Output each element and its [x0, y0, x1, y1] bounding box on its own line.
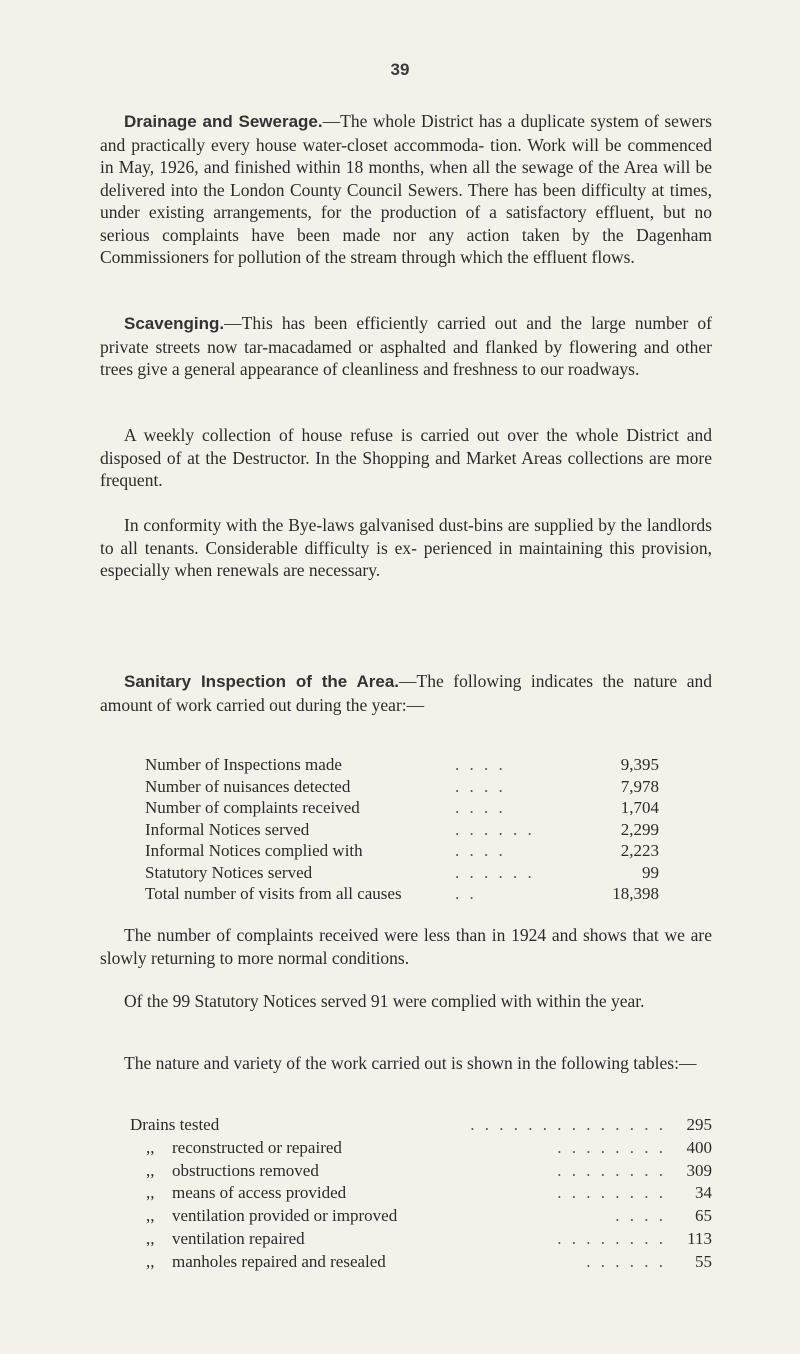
row-label: Statutory Notices served [145, 862, 313, 882]
sanitary-text: —The following indicates the nature and amount of work carried out during the year:— [100, 671, 712, 715]
dustbins-paragraph: In conformity with the Bye-laws galvanised dust-bins are supplied by the landlords to all tenants. Considerable difficulty is ex- perienced in maintaining this provision, especially when renewals are necessary. [100, 515, 712, 580]
row-label [130, 1251, 386, 1274]
row-label-text: reconstructed or repaired [172, 1137, 342, 1157]
leader-dots: . . . . [455, 798, 506, 817]
row-label-text: means of access provided [172, 1183, 347, 1203]
leader-dots: . . . . . . [455, 819, 535, 839]
row-value: 18,398 [612, 884, 659, 903]
table-row [145, 776, 659, 798]
refuse-paragraph: A weekly collection of house refuse is carried out over the whole District and disposed of at the Destructor. In the Shopping and Market Areas collections are more frequent. [100, 425, 712, 490]
sanitary-heading: Sanitary Inspection of the Area. [124, 672, 400, 691]
nature-paragraph: The nature and variety of the work carried out is shown in the following tables:— [124, 1053, 697, 1073]
row-label-text: manholes repaired and resealed [172, 1251, 386, 1271]
leader-dots: . . . . . . . . [557, 1228, 666, 1248]
row-value: 309 [686, 1160, 712, 1180]
table-row [145, 797, 659, 819]
table-row [130, 1228, 712, 1251]
row-value: 2,299 [620, 819, 659, 839]
leader-dots: . . . . [615, 1206, 666, 1226]
leader-dots: . . [455, 884, 477, 903]
drainage-paragraph [100, 110, 712, 269]
ditto-mark: ,, [146, 1137, 155, 1157]
ditto-mark: ,, [146, 1228, 155, 1248]
row-label: Number of complaints received [145, 798, 360, 817]
row-label: Number of nuisances detected [145, 776, 351, 796]
row-value: 400 [686, 1137, 712, 1157]
leader-dots: . . . . [455, 755, 506, 774]
row-label-text: ventilation provided or improved [172, 1206, 398, 1226]
scavenging-paragraph [100, 312, 712, 381]
leader-dots: . . . . . . . . . . . . . . [470, 1115, 666, 1134]
row-value: 99 [642, 862, 659, 882]
inspection-table [145, 754, 659, 905]
row-value: 113 [687, 1228, 712, 1248]
row-label [130, 1182, 346, 1205]
table-row [130, 1114, 712, 1137]
row-value: 55 [695, 1251, 712, 1271]
row-value: 1,704 [620, 798, 659, 817]
leader-dots: . . . . . . . . [557, 1160, 666, 1180]
table-row [145, 883, 659, 905]
sanitary-paragraph [100, 670, 712, 716]
row-value: 9,395 [620, 755, 659, 774]
scavenging-text: —This has been efficiently carried out and the large number of private streets now tar-macadamed or asphalted and flanked by flowering and other trees give a general appearance of cleanliness and freshness to our roadways. [100, 313, 712, 379]
row-label: Number of Inspections made [145, 755, 342, 774]
row-label-text: ventilation repaired [172, 1228, 305, 1248]
leader-dots: . . . . [455, 776, 506, 796]
scavenging-heading: Scavenging. [124, 314, 225, 333]
complaints-paragraph: The number of complaints received were less than in 1924 and shows that we are slowly returning to more normal conditions. [100, 925, 712, 968]
table-row [130, 1205, 712, 1228]
row-value: 65 [695, 1206, 712, 1226]
table-row [130, 1160, 712, 1183]
row-value: 295 [686, 1115, 712, 1134]
leader-dots: . . . . . . [586, 1251, 666, 1271]
row-value: 2,223 [620, 841, 659, 860]
table-row [145, 862, 659, 884]
row-label [130, 1205, 397, 1228]
row-label [130, 1160, 319, 1183]
ditto-mark: ,, [146, 1251, 155, 1271]
table-row [145, 819, 659, 841]
ditto-mark: ,, [146, 1160, 155, 1180]
row-label: Informal Notices complied with [145, 841, 363, 860]
leader-dots: . . . . . . [455, 862, 535, 882]
row-label: Total number of visits from all causes [145, 884, 402, 903]
row-label-text: obstructions removed [172, 1160, 319, 1180]
ditto-mark: ,, [146, 1183, 155, 1203]
statutory-paragraph: Of the 99 Statutory Notices served 91 were complied with within the year. [124, 991, 645, 1011]
row-value: 34 [695, 1183, 712, 1203]
table-row [145, 754, 659, 776]
drainage-heading: Drainage and Sewerage. [124, 112, 323, 131]
table-row [130, 1182, 712, 1205]
table-row [145, 840, 659, 862]
table-row [130, 1137, 712, 1160]
page-number: 39 [390, 60, 410, 79]
row-label [130, 1228, 305, 1251]
drains-table [130, 1114, 712, 1274]
row-label [130, 1137, 342, 1160]
leader-dots: . . . . [455, 841, 506, 860]
leader-dots: . . . . . . . . [557, 1137, 666, 1157]
row-value: 7,978 [620, 776, 659, 796]
drainage-text: —The whole District has a duplicate system of sewers and practically every house water-closet accommoda- tion. Work will be commenced in May, 1926, and finished within 18 months, when all the sewage of the Area will be delivered into the London County Council Sewers. There has been difficulty at times, under existing arrangements, for the production of a satisfactory effluent, but no serious complaints have been made nor any action taken by the Dagenham Commissioners for pollution of the stream through which the effluent flows. [100, 111, 712, 267]
ditto-mark: ,, [146, 1206, 155, 1226]
leader-dots: . . . . . . . . [557, 1183, 666, 1203]
table-row [130, 1251, 712, 1274]
row-label: Informal Notices served [145, 819, 310, 839]
row-label: Drains tested [130, 1115, 220, 1134]
